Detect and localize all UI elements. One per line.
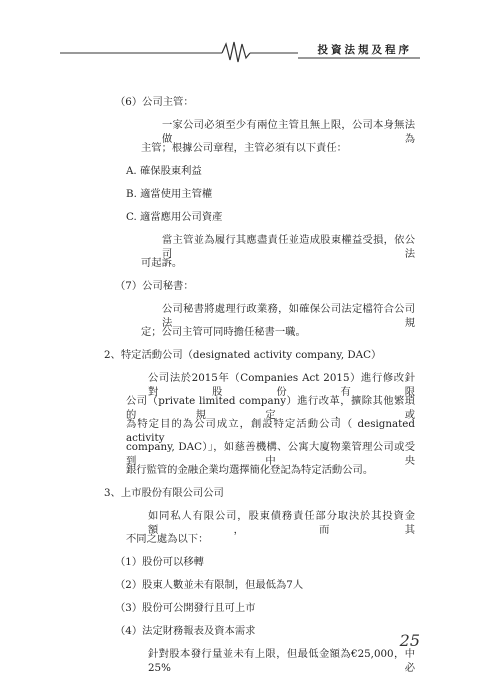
text-line: 為特定目的為公司成立，創設特定活動公司（ designated activity bbox=[126, 418, 415, 444]
list-item: （2）股東人數並未有限制，但最低為7人 bbox=[115, 579, 304, 591]
text-line: 一家公司必須至少有兩位主管且無上限，公司本身無法做為 bbox=[162, 119, 415, 145]
text-line: 主管；根據公司章程，主管必須有以下責任： bbox=[141, 142, 347, 154]
header-title: 投資法規及程序 bbox=[317, 44, 412, 56]
running-header bbox=[60, 38, 420, 64]
text-line: 公司（private limited company）進行改革，擴除其他繁瑣的規定，或 bbox=[126, 395, 415, 421]
section-heading: 3、上市股份有限公司公司 bbox=[104, 487, 224, 499]
text-line: 如同私人有限公司，股東債務責任部分取決於其投資金額，而其 bbox=[148, 510, 415, 536]
text-line: company, DAC）」，如慈善機構、公寓大廈物業管理公司或受到中央 bbox=[126, 441, 415, 467]
text-line: 可起訴。 bbox=[141, 257, 183, 269]
text-line: 不同之處為以下： bbox=[126, 533, 209, 545]
list-item: C. 適當應用公司資產 bbox=[126, 211, 223, 223]
list-item: （1）股份可以移轉 bbox=[115, 556, 204, 568]
text-line: 公司秘書將處理行政業務，如確保公司法定檔符合公司法規 bbox=[162, 303, 415, 329]
text-line: 公司法於2015年（Companies Act 2015）進行修改針對股份有限 bbox=[148, 372, 415, 398]
list-item: B. 適當使用主管權 bbox=[126, 188, 213, 200]
list-item: （4）法定財務報表及資本需求 bbox=[115, 625, 256, 637]
text-line: 當主管並為履行其應盡責任並造成股東權益受損，依公司法 bbox=[162, 234, 415, 260]
text-line: 定；公司主管可同時擔任秘書一職。 bbox=[141, 326, 306, 338]
text-line: 銀行監管的金融企業均選擇簡化登記為特定活動公司。 bbox=[126, 464, 374, 476]
list-item: （3）股份可公開發行且可上市 bbox=[115, 602, 256, 614]
text-line: （6）公司主管： bbox=[115, 96, 194, 108]
text-line: （7）公司秘書： bbox=[115, 280, 194, 292]
list-item: A. 確保股東利益 bbox=[126, 165, 202, 177]
text-line: 針對股本發行量並未有上限，但最低金額為€25,000，中25%必 bbox=[148, 648, 415, 674]
section-heading: 2、特定活動公司（designated activity company, DAC） bbox=[104, 349, 382, 361]
page-number: 25 bbox=[399, 631, 420, 650]
